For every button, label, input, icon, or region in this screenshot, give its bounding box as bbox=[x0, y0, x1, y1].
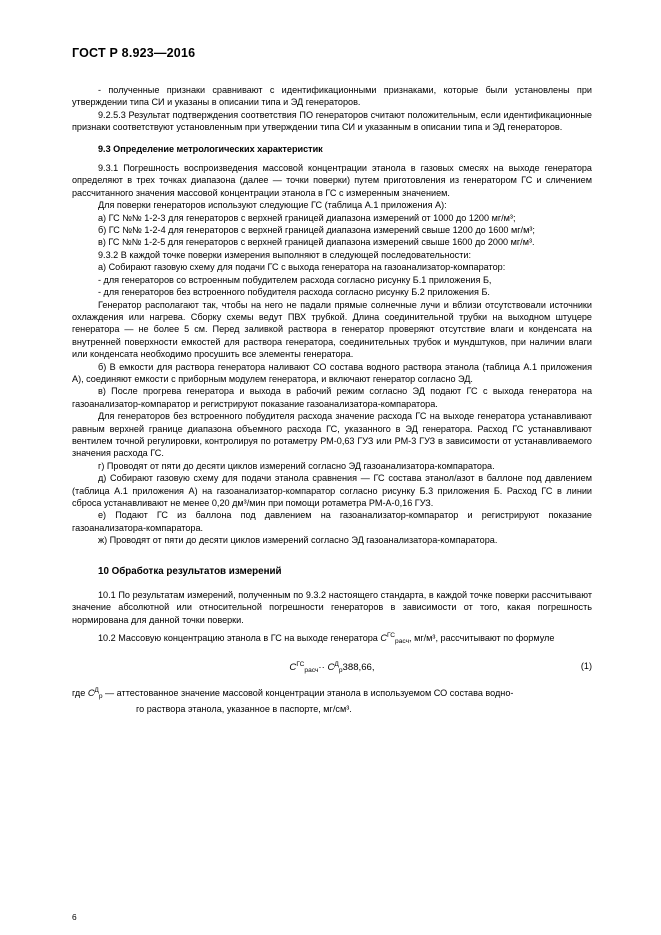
paragraph: - для генераторов со встроенным побудителем расхода согласно рисунку Б.1 приложения Б, bbox=[98, 274, 492, 285]
paragraph: е) Подают ГС из баллона под давлением на газоанализатор-компаратор и регистрируют показание газоанализатора-компаратора. bbox=[72, 510, 592, 533]
formula-legend bbox=[72, 685, 592, 703]
paragraph: Для генераторов без встроенного побудителя расхода значение расхода ГС на выходе генератора устанавливают равным верхней границе диапазона объемного расхода ГС, указанного в ЭД генератора. Расход ГС устанавливают вентилем точной регулировки, контролируя по ротаметру РМ-0,63 ГУЗ или РМ-3 ГУЗ в зависимости от устанавливаемого значения расхода ГС. bbox=[72, 411, 592, 459]
page-number: 6 bbox=[72, 912, 77, 922]
paragraph: б) ГС №№ 1-2-4 для генераторов с верхней границей диапазона измерений свыше 1200 до 1600 мг/м³; bbox=[98, 225, 535, 236]
formula-number: (1) bbox=[580, 660, 592, 671]
paragraph: г) Проводят от пяти до десяти циклов измерений согласно ЭД газоанализатора-компаратора. bbox=[98, 460, 495, 471]
intro-text-before: 10.2 Массовую концентрацию этанола в ГС на выходе генератора bbox=[98, 633, 381, 644]
legend-var: C bbox=[87, 687, 95, 698]
intro-text-after: , мг/м³, рассчитывают по формуле bbox=[409, 633, 555, 644]
variable-c-subscript: расч bbox=[395, 638, 410, 646]
paragraph: 9.2.5.3 Результат подтверждения соответствия ПО генераторов считают положительным, если идентификационные признаки соответствуют установленным при утверждении типа СИ и указанным в описании типа и ЭД генераторов. bbox=[72, 109, 592, 133]
paragraph: б) В емкости для раствора генератора наливают СО состава водного раствора этанола (таблица А.1 приложения А), соединяют емкости с приборным модулем генератора, и включают генератор согласно ЭД. bbox=[72, 361, 592, 384]
formula-legend-continuation: го раствора этанола, указанное в паспорте, мг/см³. bbox=[136, 704, 352, 715]
legend-text: — аттестованное значение массовой концентрации этанола в используемом СО состава водно- bbox=[102, 687, 514, 698]
variable-c-superscript: ГС bbox=[386, 632, 396, 640]
legend-prefix: где bbox=[72, 687, 88, 698]
paragraph: - полученные признаки сравнивают с идентификационными признаками, которые были установлены при утверждении типа СИ и указаны в описании типа и ЭД генераторов. bbox=[72, 85, 592, 108]
legend-var-sub: р bbox=[98, 692, 103, 700]
formula-right-tail: 388,66, bbox=[342, 661, 375, 673]
standard-header: ГОСТ Р 8.923—2016 bbox=[72, 46, 196, 60]
formula-right-var: C bbox=[327, 661, 335, 673]
formula-right-sup: Д bbox=[334, 660, 339, 668]
legend-var-sup: Д bbox=[94, 686, 99, 694]
paragraph-formula-intro bbox=[72, 630, 592, 648]
document-body bbox=[72, 84, 592, 715]
paragraph: а) Собирают газовую схему для подачи ГС с выхода генератора на газоанализатор-компаратор: bbox=[98, 262, 506, 273]
paragraph: Генератор располагают так, чтобы на него не падали прямые солнечные лучи и вблизи отсутствовали источники охлаждения или нагрева. Сборку схемы ведут ПВХ трубкой. Длина соединительной трубки на выходном штуцере генератора — не более 5 см. Перед заливкой раствора в генератор проверяют отсутствие влаги и конденсата на внутренней поверхности емкостей для раствора генератора, соединительных трубок и мундштуков, при наличии влаги или конденсата необходимо просушить все элементы генератора. bbox=[72, 299, 592, 360]
paragraph: 9.3.1 Погрешность воспроизведения массовой концентрации этанола в газовых смесях на выходе генератора определяют в трех точках диапазона (далее — точки поверки) путем приготовления из генератором ГС и сличением рассчитанного значения массовой концентрации этанола в ГС с измеренным значением. bbox=[72, 163, 592, 198]
paragraph: 9.3.2 В каждой точке поверки измерения выполняют в следующей последовательности: bbox=[98, 249, 471, 260]
formula-left-var: C bbox=[289, 661, 297, 673]
formula-right-sub: р bbox=[338, 666, 343, 674]
formula-operator: ·· bbox=[318, 661, 328, 673]
paragraph: - для генераторов без встроенного побудителя расхода согласно рисунку Б.2 приложения Б. bbox=[98, 287, 490, 298]
variable-c: C bbox=[380, 633, 387, 644]
paragraph: в) ГС №№ 1-2-5 для генераторов с верхней границей диапазона измерений свыше 1600 до 2000 мг/м³. bbox=[98, 237, 535, 248]
paragraph: Для поверки генераторов используют следующие ГС (таблица А.1 приложения А): bbox=[98, 200, 447, 211]
formula-1 bbox=[72, 659, 592, 675]
section-heading-9-3: 9.3 Определение метрологических характеристик bbox=[98, 143, 323, 154]
paragraph: а) ГС №№ 1-2-3 для генераторов с верхней границей диапазона измерений от 1000 до 1200 мг/м³; bbox=[98, 212, 516, 223]
paragraph: 10.1 По результатам измерений, полученным по 9.3.2 настоящего стандарта, в каждой точке поверки рассчитывают значение абсолютной или относительной погрешности генераторов в зависимости от того, какая погрешность нормирована для данной точки поверки. bbox=[72, 590, 592, 625]
paragraph: в) После прогрева генератора и выхода в рабочий режим согласно ЭД подают ГС с выхода генератора на газоанализатор-компаратор и регистрируют показание газоанализатора-компаратора. bbox=[72, 386, 592, 409]
paragraph: ж) Проводят от пяти до десяти циклов измерений согласно ЭД газоанализатора-компаратора. bbox=[98, 535, 498, 546]
section-heading-10: 10 Обработка результатов измерений bbox=[98, 565, 282, 577]
formula-left-sub: расч bbox=[304, 666, 319, 674]
paragraph: д) Собирают газовую схему для подачи этанола сравнения — ГС состава этанол/азот в баллоне под давлением (таблица А.1 приложения А) на газоанализатор-компаратор согласно рисунку Б.3 приложения Б. Расход ГС в линии сброса устанавливают не менее 0,20 дм³/мин при помощи ротаметра РМ-А-0,16 ГУЗ. bbox=[72, 473, 592, 508]
formula-expression bbox=[289, 659, 374, 677]
formula-left-sup: ГС bbox=[296, 660, 305, 668]
